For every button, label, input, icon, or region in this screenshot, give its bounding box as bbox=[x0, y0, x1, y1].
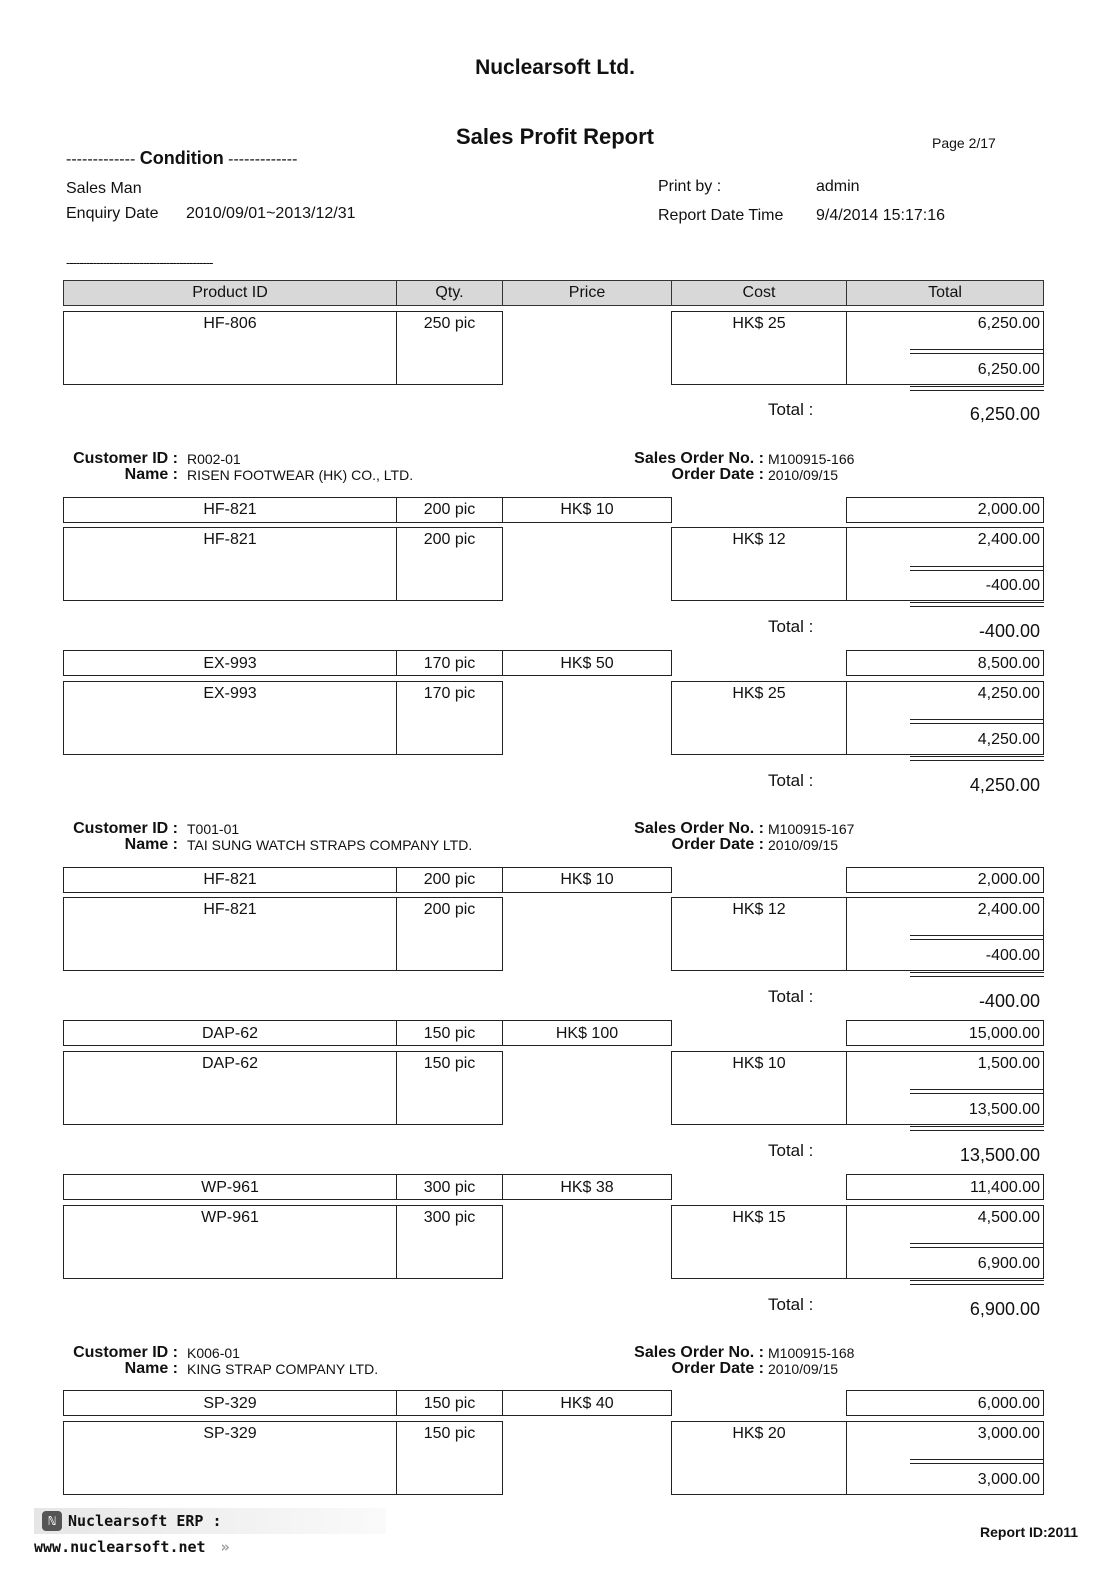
column-header-total: Total bbox=[846, 280, 1044, 306]
footer-erp-banner bbox=[34, 1508, 386, 1556]
subtotal-rule bbox=[910, 719, 1044, 720]
subtotal-rule bbox=[910, 1089, 1044, 1090]
product-id: DAP-62 bbox=[201, 1055, 259, 1072]
product-id: EX-993 bbox=[203, 685, 257, 702]
footer-erp-text: Nuclearsoft ERP : www.nuclearsoft.net bbox=[34, 1512, 222, 1556]
subtotal-rule bbox=[910, 723, 1044, 724]
cost-total-value: 2,400.00 bbox=[977, 531, 1040, 548]
product-id: DAP-62 bbox=[201, 1025, 259, 1042]
order-date-value: 2010/09/15 bbox=[768, 1361, 839, 1377]
subtotal-rule bbox=[910, 935, 1044, 936]
qty-value: 300 pic bbox=[423, 1179, 476, 1196]
product-id: EX-993 bbox=[203, 655, 257, 672]
cost-value: HK$ 10 bbox=[732, 1055, 786, 1072]
subtotal-rule bbox=[910, 570, 1044, 571]
order-date-value: 2010/09/15 bbox=[768, 467, 839, 483]
customer-name-value: KING STRAP COMPANY LTD. bbox=[187, 1361, 379, 1377]
product-id: SP-329 bbox=[203, 1395, 257, 1412]
qty-value: 300 pic bbox=[423, 1209, 476, 1226]
product-id: HF-806 bbox=[203, 315, 257, 332]
cost-value: HK$ 25 bbox=[732, 315, 786, 332]
chevron-right-icon: » bbox=[220, 1538, 230, 1556]
qty-value: 150 pic bbox=[423, 1055, 476, 1072]
condition-title: ------------- Condition ------------- bbox=[66, 148, 298, 168]
product-id: HF-821 bbox=[203, 871, 257, 888]
customer-name-label: Name : bbox=[124, 836, 178, 853]
sales-order-label: Sales Order No. : bbox=[634, 820, 764, 837]
subtotal-rule bbox=[910, 349, 1044, 350]
subtotal-rule bbox=[910, 1280, 1044, 1281]
order-date-label: Order Date : bbox=[671, 1360, 764, 1377]
total-label: Total : bbox=[768, 771, 814, 790]
sale-total-value: 11,400.00 bbox=[970, 1179, 1040, 1196]
sale-total-value: 2,000.00 bbox=[977, 871, 1040, 888]
sale-total-value: 2,000.00 bbox=[977, 501, 1040, 518]
net-value: 4,250.00 bbox=[977, 731, 1040, 748]
sale-total-value: 15,000.00 bbox=[968, 1025, 1040, 1042]
net-value: 13,500.00 bbox=[968, 1101, 1040, 1118]
total-label: Total : bbox=[768, 1141, 814, 1160]
subtotal-rule bbox=[910, 760, 1044, 761]
customer-name-label: Name : bbox=[124, 466, 178, 483]
sales-order-value: M100915-167 bbox=[768, 821, 855, 837]
subtotal-rule bbox=[910, 939, 1044, 940]
subtotal-rule bbox=[910, 602, 1044, 603]
subtotal-rule bbox=[910, 1243, 1044, 1244]
cost-total-value: 2,400.00 bbox=[977, 901, 1040, 918]
subtotal-rule bbox=[910, 1126, 1044, 1127]
total-value: -400.00 bbox=[978, 621, 1040, 641]
cost-total-value: 4,500.00 bbox=[977, 1209, 1040, 1226]
product-id: SP-329 bbox=[203, 1425, 257, 1442]
product-id: HF-821 bbox=[203, 531, 257, 548]
condition-divider: -------------------------------------------- bbox=[66, 255, 213, 270]
qty-value: 150 pic bbox=[423, 1025, 476, 1042]
total-value: 6,250.00 bbox=[969, 404, 1040, 424]
report-title: Sales Profit Report bbox=[455, 124, 655, 149]
enquiry-date-label: Enquiry Date bbox=[66, 205, 159, 222]
cost-total-value: 1,500.00 bbox=[977, 1055, 1040, 1072]
price-value: HK$ 10 bbox=[560, 871, 614, 888]
total-label: Total : bbox=[768, 617, 814, 636]
print-by-label: Print by : bbox=[658, 178, 722, 195]
customer-name-label: Name : bbox=[124, 1360, 178, 1377]
subtotal-rule bbox=[910, 976, 1044, 977]
net-value: 6,250.00 bbox=[977, 361, 1040, 378]
product-id: HF-821 bbox=[203, 901, 257, 918]
order-date-label: Order Date : bbox=[671, 836, 764, 853]
column-header-cost: Cost bbox=[671, 280, 847, 306]
order-date-label: Order Date : bbox=[671, 466, 764, 483]
customer-id-label: Customer ID : bbox=[73, 450, 178, 467]
subtotal-rule bbox=[910, 1093, 1044, 1094]
net-value: -400.00 bbox=[985, 947, 1040, 964]
subtotal-rule bbox=[910, 756, 1044, 757]
subtotal-rule bbox=[910, 606, 1044, 607]
subtotal-rule bbox=[910, 1130, 1044, 1131]
company-name: Nuclearsoft Ltd. bbox=[475, 56, 635, 79]
column-header-qty: Qty. bbox=[396, 280, 503, 306]
qty-value: 200 pic bbox=[423, 871, 476, 888]
product-id: HF-821 bbox=[203, 501, 257, 518]
qty-value: 170 pic bbox=[423, 685, 476, 702]
cost-total-value: 3,000.00 bbox=[977, 1425, 1040, 1442]
price-value: HK$ 50 bbox=[560, 655, 614, 672]
price-value: HK$ 100 bbox=[555, 1025, 619, 1042]
total-value: -400.00 bbox=[978, 991, 1040, 1011]
nuclearsoft-logo-icon: ℕ bbox=[42, 1511, 62, 1531]
print-by-value: admin bbox=[816, 178, 860, 195]
sales-order-value: M100915-168 bbox=[768, 1345, 855, 1361]
cost-value: HK$ 15 bbox=[732, 1209, 786, 1226]
subtotal-rule bbox=[910, 1284, 1044, 1285]
customer-name-value: TAI SUNG WATCH STRAPS COMPANY LTD. bbox=[187, 837, 473, 853]
qty-value: 250 pic bbox=[423, 315, 476, 332]
subtotal-rule bbox=[910, 1247, 1044, 1248]
cost-value: HK$ 25 bbox=[732, 685, 786, 702]
product-id: WP-961 bbox=[201, 1179, 259, 1196]
cost-total-value: 6,250.00 bbox=[977, 315, 1040, 332]
enquiry-date-value: 2010/09/01~2013/12/31 bbox=[186, 205, 356, 222]
subtotal-rule bbox=[910, 390, 1044, 391]
subtotal-rule bbox=[910, 972, 1044, 973]
qty-value: 150 pic bbox=[423, 1425, 476, 1442]
price-value: HK$ 10 bbox=[560, 501, 614, 518]
subtotal-rule bbox=[910, 1463, 1044, 1464]
net-value: 6,900.00 bbox=[977, 1255, 1040, 1272]
subtotal-rule bbox=[910, 353, 1044, 354]
sale-total-value: 6,000.00 bbox=[977, 1395, 1040, 1412]
price-value: HK$ 38 bbox=[560, 1179, 614, 1196]
sales-order-label: Sales Order No. : bbox=[634, 1344, 764, 1361]
column-header-price: Price bbox=[502, 280, 672, 306]
total-label: Total : bbox=[768, 987, 814, 1006]
customer-id-label: Customer ID : bbox=[73, 820, 178, 837]
sales-order-value: M100915-166 bbox=[768, 451, 855, 467]
customer-id-label: Customer ID : bbox=[73, 1344, 178, 1361]
customer-id-value: K006-01 bbox=[187, 1345, 240, 1361]
price-value: HK$ 40 bbox=[560, 1395, 614, 1412]
qty-value: 170 pic bbox=[423, 655, 476, 672]
subtotal-rule bbox=[910, 386, 1044, 387]
total-label: Total : bbox=[768, 400, 814, 419]
net-value: -400.00 bbox=[985, 577, 1040, 594]
order-date-value: 2010/09/15 bbox=[768, 837, 839, 853]
qty-value: 200 pic bbox=[423, 901, 476, 918]
report-datetime-label: Report Date Time bbox=[658, 207, 784, 224]
sales-order-label: Sales Order No. : bbox=[634, 450, 764, 467]
sales-man-label: Sales Man bbox=[66, 180, 142, 197]
product-id: WP-961 bbox=[201, 1209, 259, 1226]
report-datetime-value: 9/4/2014 15:17:16 bbox=[816, 207, 946, 224]
sale-total-value: 8,500.00 bbox=[977, 655, 1040, 672]
page-number: Page 2/17 bbox=[932, 135, 996, 151]
cost-value: HK$ 12 bbox=[732, 901, 786, 918]
subtotal-rule bbox=[910, 1459, 1044, 1460]
cost-value: HK$ 20 bbox=[732, 1425, 786, 1442]
cost-value: HK$ 12 bbox=[732, 531, 786, 548]
customer-id-value: T001-01 bbox=[187, 821, 240, 837]
column-header-product: Product ID bbox=[63, 280, 397, 306]
cost-total-value: 4,250.00 bbox=[977, 685, 1040, 702]
total-label: Total : bbox=[768, 1295, 814, 1314]
net-value: 3,000.00 bbox=[977, 1471, 1040, 1488]
qty-value: 150 pic bbox=[423, 1395, 476, 1412]
report-id: Report ID:2011 bbox=[980, 1524, 1079, 1540]
subtotal-rule bbox=[910, 566, 1044, 567]
customer-name-value: RISEN FOOTWEAR (HK) CO., LTD. bbox=[187, 467, 414, 483]
customer-id-value: R002-01 bbox=[187, 451, 241, 467]
qty-value: 200 pic bbox=[423, 531, 476, 548]
qty-value: 200 pic bbox=[423, 501, 476, 518]
total-value: 13,500.00 bbox=[959, 1145, 1040, 1165]
total-value: 6,900.00 bbox=[969, 1299, 1040, 1319]
total-value: 4,250.00 bbox=[969, 775, 1040, 795]
